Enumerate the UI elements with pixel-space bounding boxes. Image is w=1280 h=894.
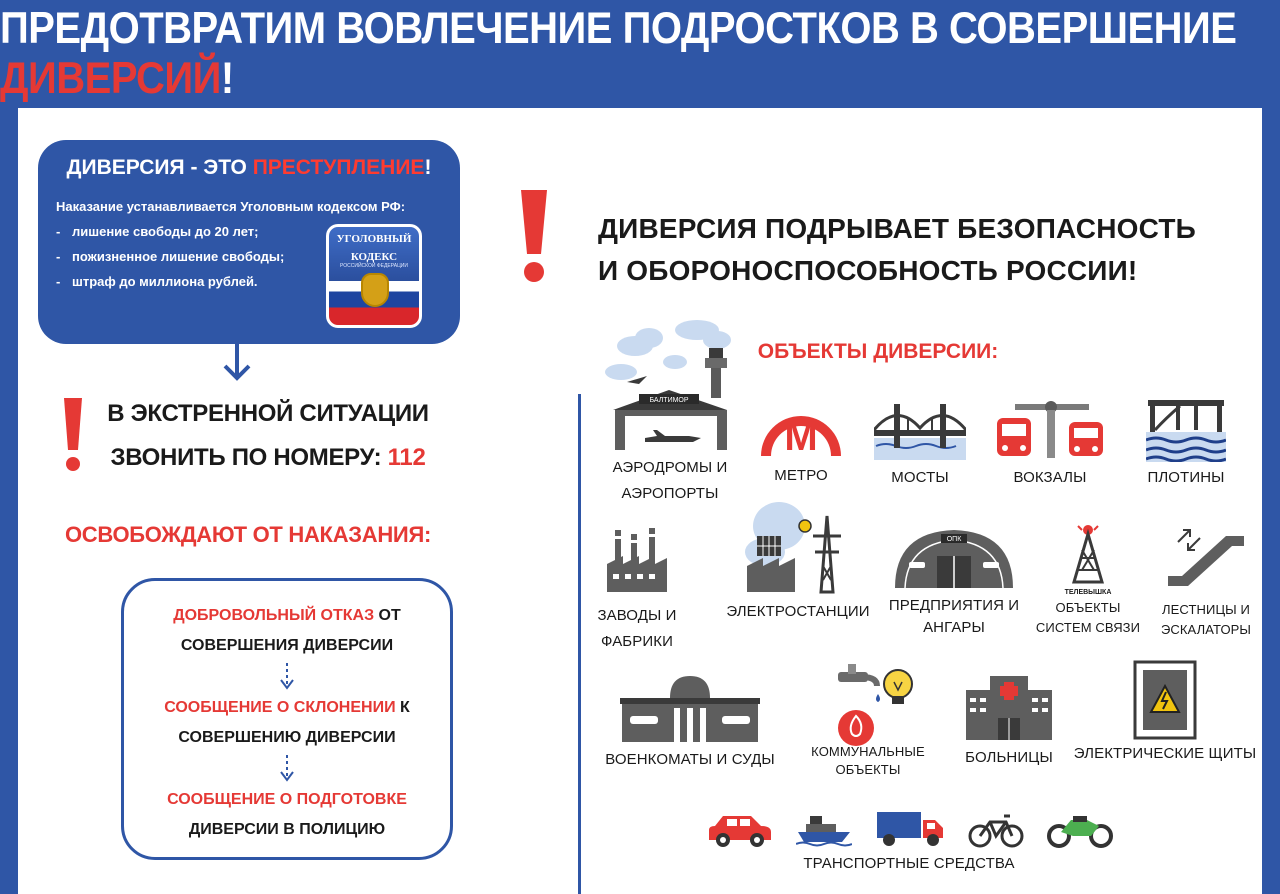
factory-icon [605,526,669,592]
svg-text:ОПК: ОПК [946,536,962,543]
book-subtitle: РОССИЙСКОЙ ФЕДЕРАЦИИ [340,263,408,269]
dashed-arrow-icon [124,661,450,693]
dashed-arrow-icon [124,753,450,785]
criminal-code-book-icon [326,224,422,328]
exemption-step-3: СООБЩЕНИЕ О ПОДГОТОВКЕ [167,791,407,808]
object-military [590,674,790,774]
exemption-step-1: ДОБРОВОЛЬНЫЙ ОТКАЗ ОТ [173,607,401,624]
military-label: ВОЕНКОМАТЫ И СУДЫ [605,751,775,768]
punishment-item: - пожизненное лишение свободы; [56,244,442,269]
utilities-label-1: КОММУНАЛЬНЫЕ [811,744,925,759]
svg-text:ТЕЛЕВЫШКА: ТЕЛЕВЫШКА [1064,589,1112,596]
crime-info-box [38,140,460,344]
exemption-step-3-line2: ДИВЕРСИИ В ПОЛИЦИЮ [188,821,386,838]
enterprises-label-2: АНГАРЫ [923,619,985,636]
airport-icon [605,318,735,454]
page-title: ПРЕДОТВРАТИМ ВОВЛЕЧЕНИЕ ПОДРОСТКОВ В СОВЕРШЕНИЕ ДИВЕРСИЙ! [0,3,1237,104]
crime-title: ДИВЕРСИЯ - ЭТО ПРЕСТУПЛЕНИЕ! [66,156,432,179]
punishment-item: - лишение свободы до 20 лет; [56,219,442,244]
exclamation-icon [518,190,550,284]
ship-icon [796,812,852,848]
enterprises-label-1: ПРЕДПРИЯТИЯ И [888,597,1020,614]
escalator-icon [1166,528,1246,588]
exemption-step-2-line2: СОВЕРШЕНИЮ ДИВЕРСИИ [178,729,396,746]
svg-text:БАЛТИМОР: БАЛТИМОР [649,397,689,404]
security-line-2: И ОБОРОНОСПОСОБНОСТЬ РОССИИ! [598,255,1138,286]
object-electric-panels [1070,660,1260,768]
power-plants-label: ЭЛЕКТРОСТАНЦИИ [726,603,870,620]
object-factories [590,526,684,656]
hangar-icon [891,526,1017,588]
emergency-line-1: В ЭКСТРЕННОЙ СИТУАЦИИ [107,400,429,427]
svg-text:М: М [784,415,818,458]
motorcycle-icon [1047,812,1113,848]
exemption-box [121,578,453,860]
car-icon [707,812,773,848]
arrow-down-icon [230,344,244,380]
emergency-number: 112 [387,444,426,471]
exemption-step-2: СООБЩЕНИЕ О СКЛОНЕНИИ К [164,699,410,716]
dam-icon [1146,398,1226,462]
emergency-line-2: ЗВОНИТЬ ПО НОМЕРУ: 112 [110,444,426,471]
bridges-label: МОСТЫ [891,469,949,486]
utilities-label-2: ОБЪЕКТЫ [835,762,901,777]
factories-label-1: ЗАВОДЫ И [597,607,677,624]
punishment-item: - штраф до миллиона рублей. [56,269,442,294]
tv-tower-icon [1058,520,1118,598]
metro-icon [759,394,843,458]
security-line-1: ДИВЕРСИЯ ПОДРЫВАЕТ БЕЗОПАСНОСТЬ [598,213,1196,244]
panels-label: ЭЛЕКТРИЧЕСКИЕ ЩИТЫ [1073,745,1257,762]
hospital-icon [964,674,1054,740]
escalators-label-2: ЭСКАЛАТОРЫ [1160,622,1252,637]
escalators-label-1: ЛЕСТНИЦЫ И [1162,602,1250,617]
object-transport [694,804,1124,878]
object-airports [590,318,750,508]
emergency-call-text [98,392,438,480]
coat-of-arms-icon [361,273,389,307]
object-dams [1136,398,1236,492]
airports-label-2: АЭРОПОРТЫ [621,485,719,502]
airports-label-1: АЭРОДРОМЫ И [612,459,728,476]
object-enterprises [884,526,1024,642]
transport-label: ТРАНСПОРТНЫЕ СРЕДСТВА [803,855,1015,872]
object-hospitals [954,674,1064,772]
object-stations [994,398,1106,492]
exclamation-icon [62,398,84,472]
hospitals-label: БОЛЬНИЦЫ [965,749,1053,766]
exemption-step-1-line2: СОВЕРШЕНИЯ ДИВЕРСИИ [180,637,394,654]
object-bridges [870,398,970,492]
train-station-icon [995,398,1105,460]
objects-title: ОБЪЕКТЫ ДИВЕРСИИ: [757,340,999,363]
factories-label-2: ФАБРИКИ [601,633,673,650]
bicycle-icon [968,812,1024,848]
communications-label-1: ОБЪЕКТЫ [1055,600,1121,615]
object-escalators [1148,528,1264,640]
bridge-icon [874,398,966,460]
object-utilities [798,662,938,780]
electric-panel-icon [1133,660,1197,740]
book-title-2: КОДЕКС [350,251,398,263]
dams-label: ПЛОТИНЫ [1147,469,1225,486]
utilities-icon [818,662,918,748]
book-title-1: УГОЛОВНЫЙ [336,233,412,245]
punishment-intro: Наказание устанавливается Уголовным кодексом РФ: [56,199,406,214]
content-panel [18,108,1262,894]
security-title [598,208,1248,292]
header-banner [0,0,1280,108]
stations-label: ВОКЗАЛЫ [1013,469,1087,486]
communications-label-2: СИСТЕМ СВЯЗИ [1035,620,1141,635]
power-plant-icon [743,496,853,596]
exemption-title: ОСВОБОЖДАЮТ ОТ НАКАЗАНИЯ: [65,522,431,547]
object-power-plants [708,496,888,626]
government-building-icon [620,674,760,742]
metro-label: МЕТРО [774,467,828,484]
object-metro [748,394,854,490]
object-communications [1030,520,1146,638]
vertical-divider [578,394,581,894]
truck-icon [875,810,945,848]
